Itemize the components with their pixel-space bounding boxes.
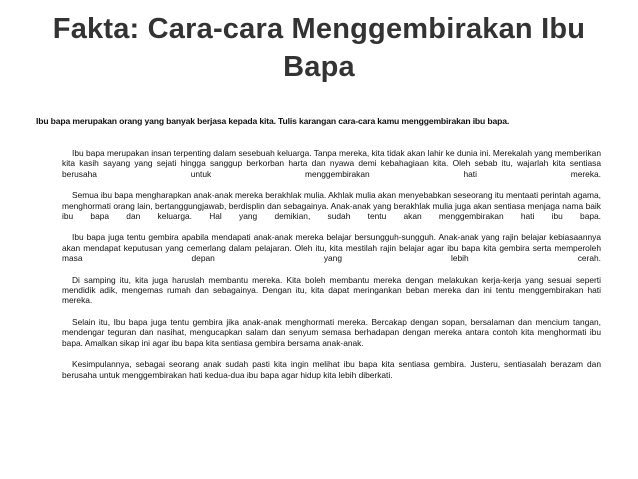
essay-paragraph-menghormati: Selain itu, Ibu bapa juga tentu gembira jika anak-anak menghormati mereka. Bercakap dengan sopan, bersalaman dan mencium tangan, mendengar teguran dan nasihat, mengucapkan salam dan senyum semasa berhadapan dengan mereka antara contoh kita menghormati ibu bapa. Amalkan sikap ini agar ibu bapa kita sentiasa gembira bersama anak-anak. <box>62 316 601 348</box>
essay-paragraph-akhlak: Semua ibu bapa mengharapkan anak-anak mereka berakhlak mulia. Akhlak mulia akan menyebabkan seseorang itu mentaati perintah agama, menghormati orang lain, bertanggungjawab, berdisplin dan sebagainya. Anak-anak yang berakhlak mulia juga akan sentiasa menjaga nama baik ibu bapa dan keluarga. Hal yang demikian, sudah tentu akan menggembirakan hati ibu bapa. <box>62 190 601 222</box>
slide-title: Fakta: Cara-cara Menggembirakan Ibu Bapa <box>52 13 586 83</box>
essay-instruction: Ibu bapa merupakan orang yang banyak berjasa kepada kita. Tulis karangan cara-cara kamu menggembirakan ibu bapa. <box>36 116 510 126</box>
essay-paragraph-kesimpulan: Kesimpulannya, sebagai seorang anak sudah pasti kita ingin melihat ibu bapa kita sentiasa gembira. Justeru, sentiasalah berazam dan berusaha untuk menggembirakan hati kedua-dua ibu bapa agar hidup kita lebih diberkati. <box>62 359 601 380</box>
essay-paragraph-intro: Ibu bapa merupakan insan terpenting dalam sesebuah keluarga. Tanpa mereka, kita tidak akan lahir ke dunia ini. Merekalah yang memberikan kita kasih sayang yang sejati hingga sanggup berkorban harta dan nyawa demi kebahagiaan kita. Oleh sebab itu, wajarlah kita sentiasa berusaha untuk menggembirakan hati mereka. <box>62 148 601 179</box>
essay-paragraph-membantu: Di samping itu, kita juga haruslah membantu mereka. Kita boleh membantu mereka dengan melakukan kerja-kerja yang sesuai seperti mendidik adik, mengemas rumah dan sebagainya. Dengan itu, kita dapat meringankan beban mereka dan ini tentu menggembirakan hati mereka. <box>62 274 601 306</box>
essay-paragraph-belajar: Ibu bapa juga tentu gembira apabila mendapati anak-anak mereka belajar bersungguh-sungguh. Anak-anak yang rajin belajar kebiasaannya akan mendapat keputusan yang cemerlang dalam pelajaran. Oleh itu, kita mestilah rajin belajar agar ibu bapa kita gembira serta memperoleh masa depan yang lebih cerah. <box>62 232 601 264</box>
essay-body <box>62 148 601 391</box>
